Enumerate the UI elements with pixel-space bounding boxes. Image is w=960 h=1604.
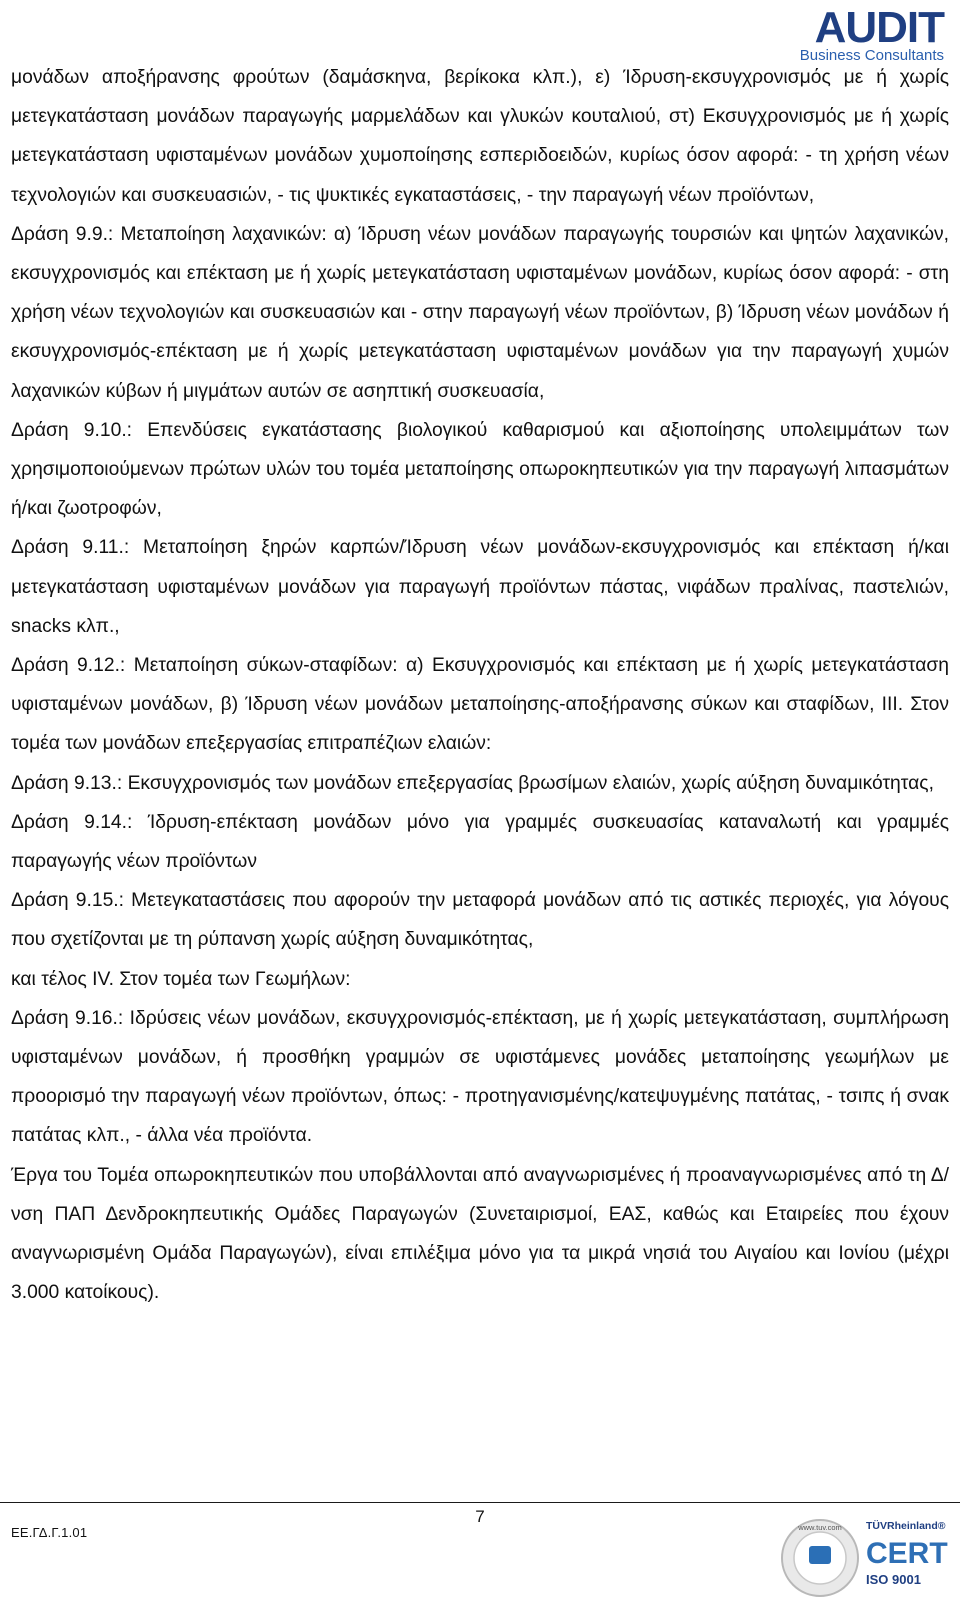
paragraph-action-9-15: Δράση 9.15.: Μετεγκαταστάσεις που αφορούν την μεταφορά μονάδων από τις αστικές περιοχές, για λόγους που σχετίζονται με τη ρύπανση χωρίς αύξηση δυναμικότητας, (11, 890, 949, 951)
footer-divider (0, 1502, 960, 1503)
paragraph-action-9-13: Δράση 9.13.: Εκσυγχρονισμός των μονάδων επεξεργασίας βρωσίμων ελαιών, χωρίς αύξηση δυναμικότητας, (11, 772, 934, 794)
paragraph-action-9-14: Δράση 9.14.: Ίδρυση-επέκταση μονάδων μόνο για γραμμές συσκευασίας καταναλωτή και γραμμές παραγωγής νέων προϊόντων (11, 811, 949, 873)
paragraph-action-9-9: Δράση 9.9.: Μεταποίηση λαχανικών: α) Ίδρυση νέων μονάδων παραγωγής τουρσιών και ψητών λαχανικών, εκσυγχρονισμός και επέκταση με ή χωρίς μετεγκατάσταση υφισταμένων μονάδων, κυρίως όσον αφορά: - στη χρήση νέων τεχνολογιών και συσκευασιών και - στην παραγωγή νέων προϊόντων, β) Ίδρυση νέων μονάδων ή εκσυγχρονισμός-επέκταση με ή χωρίς μετεγκατάσταση υφισταμένων μονάδων για την παραγωγή χυμών λαχανικών κύβων ή μιγμάτων αυτών σε ασηπτική συσκευασία, (11, 223, 949, 402)
document-code: ΕΕ.ΓΔ.Γ.1.01 (11, 1525, 88, 1540)
paragraph-sector-iv: και τέλος ΙV. Στον τομέα των Γεωμήλων: (11, 968, 351, 990)
tuv-mark-icon (809, 1546, 831, 1564)
paragraph-1: μονάδων αποξήρανσης φρούτων (δαμάσκηνα, βερίκοκα κλπ.), ε) Ίδρυση-εκσυγχρονισμός με ή χωρίς μετεγκατάσταση μονάδων παραγωγής μαρμελάδων και γλυκών κουταλιού, στ) Εκσυγχρονισμός με ή χωρίς μετεγκατάσταση υφισταμένων μονάδων χυμοποίησης εσπεριδοειδών, κυρίως όσον αφορά: - τη χρήση νέων τεχνολογιών και συσκευασιών, - τις ψυκτικές εγκαταστάσεις, - την παραγωγή νέων προϊόντων, (11, 67, 949, 206)
cert-url: www.tuv.com (798, 1523, 842, 1532)
paragraph-eligibility: Έργα του Τομέα οπωροκηπευτικών που υποβάλλονται από αναγνωρισμένες ή προαναγνωρισμένες από τη Δ/νση ΠΑΠ Δενδροκηπευτικής Ομάδες Παραγωγών (Συνεταιρισμοί, ΕΑΣ, καθώς και Εταιρείες που έχουν αναγνωρισμένη Ομάδα Παραγωγών), είναι επιλέξιμα μόνο για τα μικρά νησιά του Αιγαίου και Ιονίου (μέχρι 3.000 κατοίκους). (11, 1164, 949, 1304)
paragraph-action-9-12: Δράση 9.12.: Μεταποίηση σύκων-σταφίδων: α) Εκσυγχρονισμός και επέκταση με ή χωρίς μετεγκατάσταση υφισταμένων μονάδων, β) Ίδρυση νέων μονάδων μεταποίησης-αποξήρανσης σύκων και σταφίδων, ΙΙΙ. Στον τομέα των μονάδων επεξεργασίας επιτραπέζιων ελαιών: (11, 655, 949, 755)
paragraph-action-9-16: Δράση 9.16.: Ιδρύσεις νέων μονάδων, εκσυγχρονισμός-επέκταση, με ή χωρίς μετεγκατάσταση, συμπλήρωση υφισταμένων μονάδων, ή προσθήκη γραμμών σε υφιστάμενες μονάδες μεταποίησης γεωμήλων με προορισμό την παραγωγή νέων προϊόντων, όπως: - προτηγανισμένης/κατεψυγμένης πατάτας, - τσιπς ή σνακ πατάτας κλπ., - άλλα νέα προϊόντα. (11, 1007, 949, 1147)
audit-logo-graphic (758, 4, 946, 64)
logo-sub-text: Business Consultants (799, 47, 944, 64)
cert-word: CERT (866, 1537, 948, 1570)
tuv-cert-badge (780, 1514, 958, 1599)
cert-standard: ISO 9001 (866, 1572, 921, 1587)
logo-main-text: AUDIT (814, 4, 944, 52)
cert-badge-graphic (780, 1514, 958, 1599)
page-number: 7 (475, 1507, 485, 1526)
cert-brand: TÜVRheinland® (866, 1520, 946, 1532)
document-body (11, 58, 949, 1313)
paragraph-action-9-10: Δράση 9.10.: Επενδύσεις εγκατάστασης βιολογικού καθαρισμού και αξιοποίησης υπολειμμάτων των χρησιμοποιούμενων πρώτων υλών του τομέα μεταποίησης οπωροκηπευτικών για την παραγωγή λιπασμάτων ή/και ζωοτροφών, (11, 419, 949, 520)
paragraph-action-9-11: Δράση 9.11.: Μεταποίηση ξηρών καρπών/Ίδρυση νέων μονάδων-εκσυγχρονισμός και επέκταση ή/και μετεγκατάσταση υφισταμένων μονάδων για παραγωγή προϊόντων πάστας, νιφάδων πραλίνας, παστελιών, snacks κλπ., (11, 537, 949, 637)
audit-logo (758, 4, 946, 64)
